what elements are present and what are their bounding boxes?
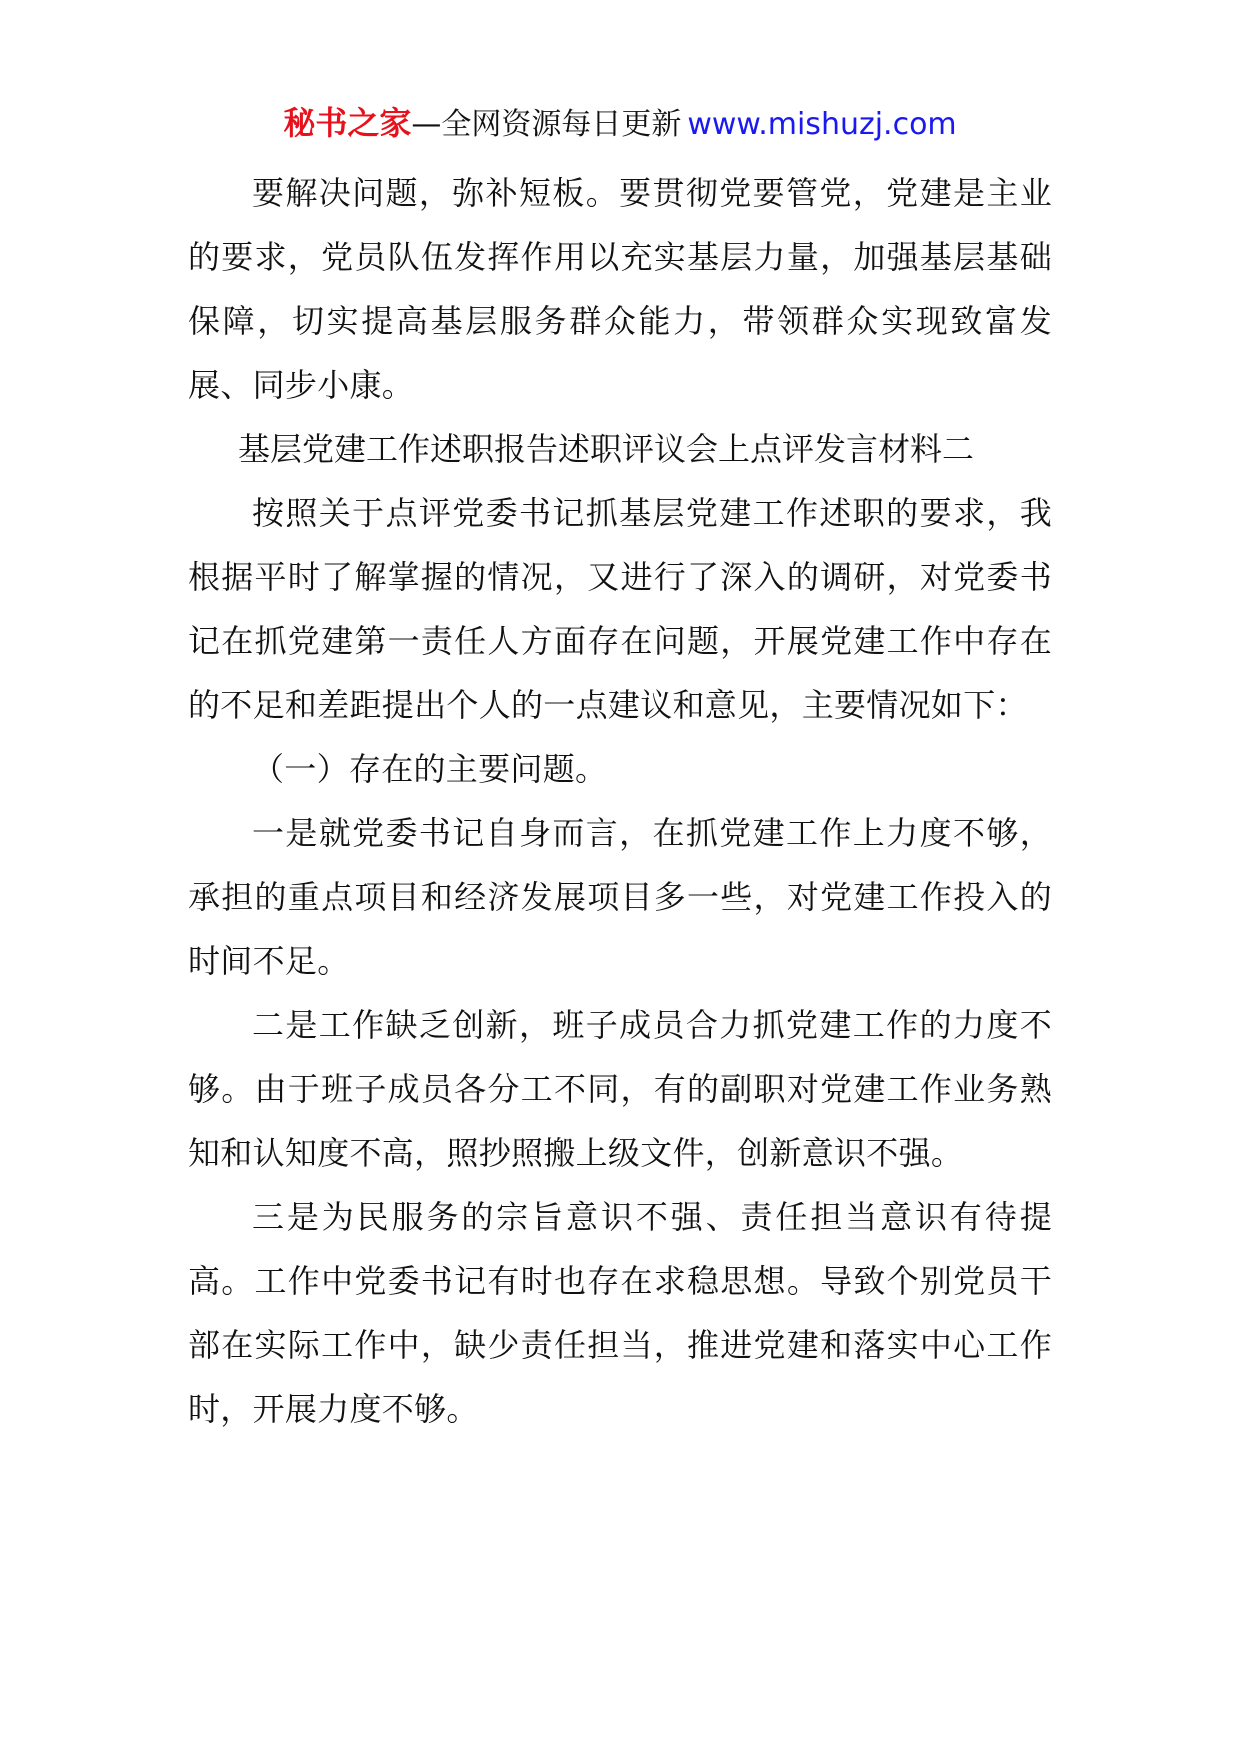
site-url-link[interactable]: www.mishuzj.com xyxy=(687,107,957,142)
section-title: 基层党建工作述职报告述职评议会上点评发言材料二 xyxy=(238,430,975,468)
paragraph-issue-three: 三是为民服务的宗旨意识不强、责任担当意识有待提高。工作中党委书记有时也存在求稳思想。导致个别党员干部在实际工作中，缺少责任担当，推进党建和落实中心工作时，开展力度不够。 xyxy=(188,1198,1052,1428)
paragraph-issue-two: 二是工作缺乏创新，班子成员合力抓党建工作的力度不够。由于班子成员各分工不同，有的副职对党建工作业务熟知和认知度不高，照抄照搬上级文件，创新意识不强。 xyxy=(188,1006,1052,1172)
brand-name: 秘书之家 xyxy=(283,104,412,142)
page-header xyxy=(0,101,1240,147)
paragraph-purpose: 按照关于点评党委书记抓基层党建工作述职的要求，我根据平时了解掌握的情况，又进行了深入的调研，对党委书记在抓党建第一责任人方面存在问题，开展党建工作中存在的不足和差距提出个人的一点建议和意见，主要情况如下： xyxy=(188,494,1052,724)
subsection-heading: （一）存在的主要问题。 xyxy=(252,750,608,788)
paragraph-intro: 要解决问题，弥补短板。要贯彻党要管党，党建是主业的要求，党员队伍发挥作用以充实基层力量，加强基层基础保障，切实提高基层服务群众能力，带领群众实现致富发展、同步小康。 xyxy=(188,174,1052,404)
paragraph-issue-one: 一是就党委书记自身而言，在抓党建工作上力度不够，承担的重点项目和经济发展项目多一些，对党建工作投入的时间不足。 xyxy=(188,814,1052,980)
header-tagline: —全网资源每日更新 xyxy=(411,107,682,142)
document-body xyxy=(188,161,1052,1441)
